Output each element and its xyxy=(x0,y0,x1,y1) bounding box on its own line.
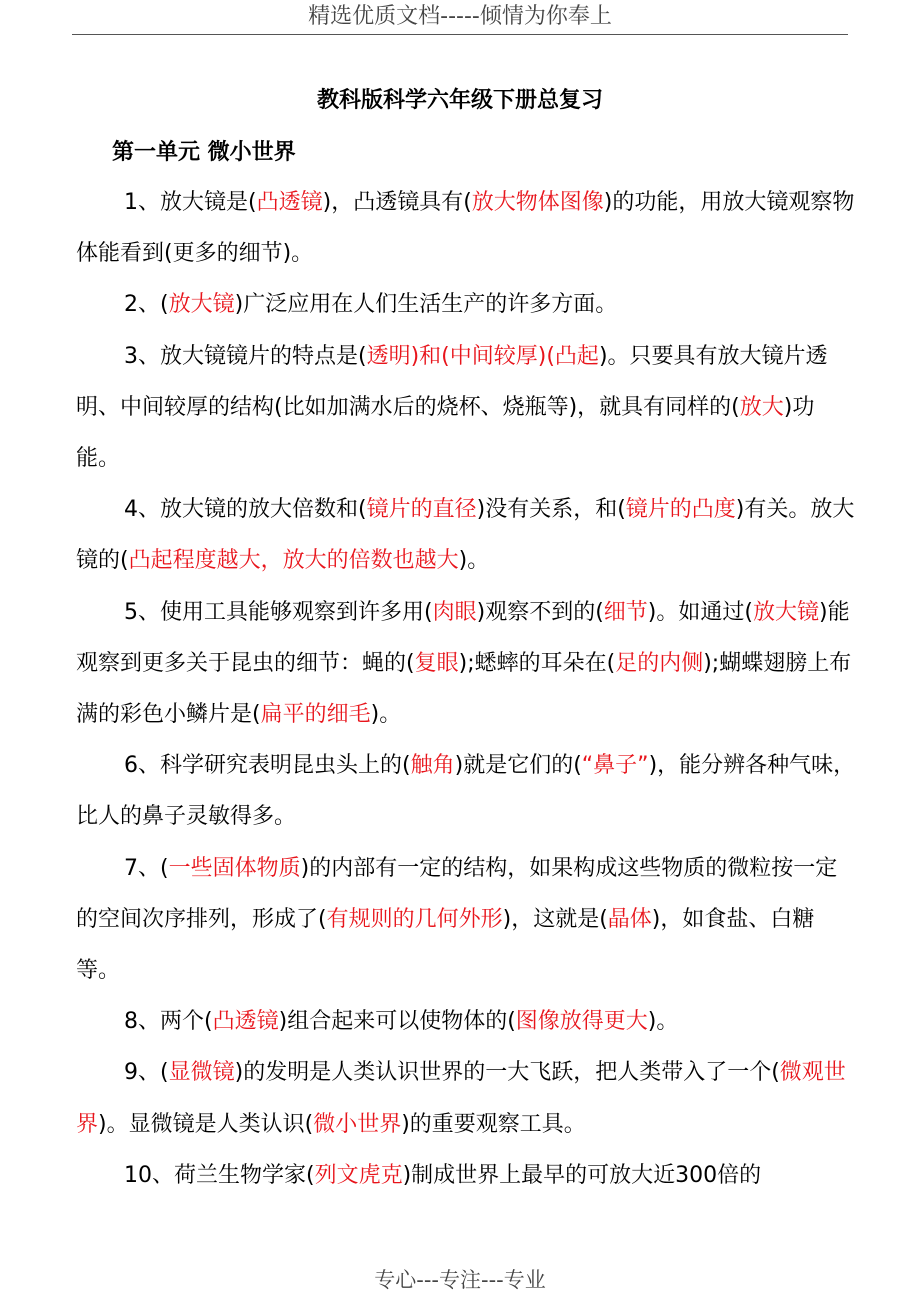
paragraph-item-5 xyxy=(76,587,858,741)
paragraph-item-9 xyxy=(76,1047,858,1149)
unit-heading: 第一单元 微小世界 xyxy=(112,140,296,165)
highlighted-answer: 足的内侧 xyxy=(615,650,704,676)
paragraph-text: )。 xyxy=(647,1009,679,1035)
paragraph-text: )制成世界上最早的可放大近300倍的 xyxy=(402,1162,762,1188)
paragraph-text: )广泛应用在人们生活生产的许多方面。 xyxy=(234,292,618,318)
highlighted-answer: 复眼 xyxy=(414,650,459,676)
paragraph-text: 7、( xyxy=(124,855,169,881)
paragraph-item-4 xyxy=(76,484,858,586)
paragraph-text: )，如食盐、白糖等。 xyxy=(76,906,815,984)
paragraph-text: )观察不到的( xyxy=(476,599,604,625)
paragraph-text: )，这就是( xyxy=(502,906,608,932)
paragraph-text: )有关。放大镜的( xyxy=(76,497,855,574)
paragraph-text: )。只要具有放大镜片透明、中间较厚的结构(比如加满水后的烧杯、烧瓶等)，就具有同样的( xyxy=(76,343,828,420)
document-title: 教科版科学六年级下册总复习 xyxy=(316,88,603,113)
highlighted-answer: 凸透镜 xyxy=(212,1009,279,1035)
highlighted-answer: 细节 xyxy=(603,599,648,625)
highlighted-answer: 放大镜 xyxy=(752,599,819,625)
highlighted-answer: 肉眼 xyxy=(432,599,477,625)
paragraph-text: )能观察到更多关于昆虫的细节：蝇的( xyxy=(76,599,850,676)
paragraph-text: )的发明是人类认识世界的一大飞跃，把人类带入了一个( xyxy=(234,1060,780,1086)
paragraph-item-7 xyxy=(76,843,858,997)
paragraph-text: )的重要观察工具。 xyxy=(401,1111,586,1137)
paragraph-text: )。显微镜是人类认识( xyxy=(98,1111,314,1137)
paragraph-text: );蝴蝶翅膀上布满的彩色小鳞片是( xyxy=(76,650,852,728)
paragraph-text: )的内部有一定的结构，如果构成这些物质的微粒按一定的空间次序排列，形成了( xyxy=(76,855,838,932)
highlighted-answer: 透明)和(中间较厚)(凸起 xyxy=(366,343,599,369)
paragraph-text: )就是它们的( xyxy=(454,753,582,779)
highlighted-answer: 镜片的凸度 xyxy=(625,497,736,523)
paragraph-text: 8、两个( xyxy=(124,1009,213,1035)
highlighted-answer: 晶体 xyxy=(607,906,652,932)
paragraph-item-2 xyxy=(76,279,858,330)
paragraph-text: 6、科学研究表明昆虫头上的( xyxy=(124,753,411,779)
paragraph-text: )。 xyxy=(458,548,490,574)
paragraph-text: 4、放大镜的放大倍数和( xyxy=(124,497,367,523)
paragraph-item-8 xyxy=(76,996,858,1047)
paragraph-text: 2、( xyxy=(124,292,169,318)
paragraph-text: )功能。 xyxy=(76,394,815,472)
highlighted-answer: “鼻子” xyxy=(581,753,649,779)
header-divider xyxy=(72,34,848,35)
highlighted-answer: 触角 xyxy=(410,753,455,779)
paragraph-text: 9、( xyxy=(124,1060,169,1086)
highlighted-answer: 显微镜 xyxy=(168,1060,235,1086)
highlighted-answer: 镜片的直径 xyxy=(366,497,477,523)
highlighted-answer: 放大镜 xyxy=(168,292,235,318)
paragraph-text: 1、放大镜是( xyxy=(124,190,257,215)
highlighted-answer: 有规则的几何外形 xyxy=(326,906,503,932)
highlighted-answer: 一些固体物质 xyxy=(168,855,301,881)
paragraph-text: );蟋蟀的耳朵在( xyxy=(458,650,616,676)
highlighted-answer: 凸透镜 xyxy=(256,190,323,215)
highlighted-answer: 放大物体图像 xyxy=(471,190,604,215)
paragraph-item-3 xyxy=(76,331,858,485)
paragraph-item-10 xyxy=(76,1150,858,1201)
paragraph-text: 3、放大镜镜片的特点是( xyxy=(124,343,367,369)
highlighted-answer: 图像放得更大 xyxy=(515,1009,648,1035)
paragraph-text: )，能分辨各种气味，比人的鼻子灵敏得多。 xyxy=(76,753,856,830)
paragraph-item-6 xyxy=(76,740,858,842)
paragraph-text: 5、使用工具能够观察到许多用( xyxy=(124,599,433,625)
highlighted-answer: 凸起程度越大，放大的倍数也越大 xyxy=(128,548,459,574)
paragraph-text: )。 xyxy=(370,702,402,728)
highlighted-answer: 扁平的细毛 xyxy=(260,702,371,728)
paragraph-item-1 xyxy=(76,177,858,279)
highlighted-answer: 放大 xyxy=(739,394,784,420)
page-header: 精选优质文档-----倾情为你奉上 xyxy=(308,4,612,29)
paragraph-text: )没有关系，和( xyxy=(476,497,626,523)
highlighted-answer: 微小世界 xyxy=(313,1111,402,1137)
paragraph-text: )的功能，用放大镜观察物体能看到(更多的细节)。 xyxy=(76,190,855,267)
paragraph-text: )。如通过( xyxy=(647,599,753,625)
highlighted-answer: 列文虎克 xyxy=(314,1162,403,1188)
document-body xyxy=(76,177,858,1201)
paragraph-text: )，凸透镜具有( xyxy=(322,190,472,215)
highlighted-answer: 微观世界 xyxy=(76,1060,846,1137)
paragraph-text: 10、荷兰生物学家( xyxy=(124,1162,315,1188)
page-footer: 专心---专注---专业 xyxy=(374,1268,546,1292)
paragraph-text: )组合起来可以使物体的( xyxy=(278,1009,516,1035)
